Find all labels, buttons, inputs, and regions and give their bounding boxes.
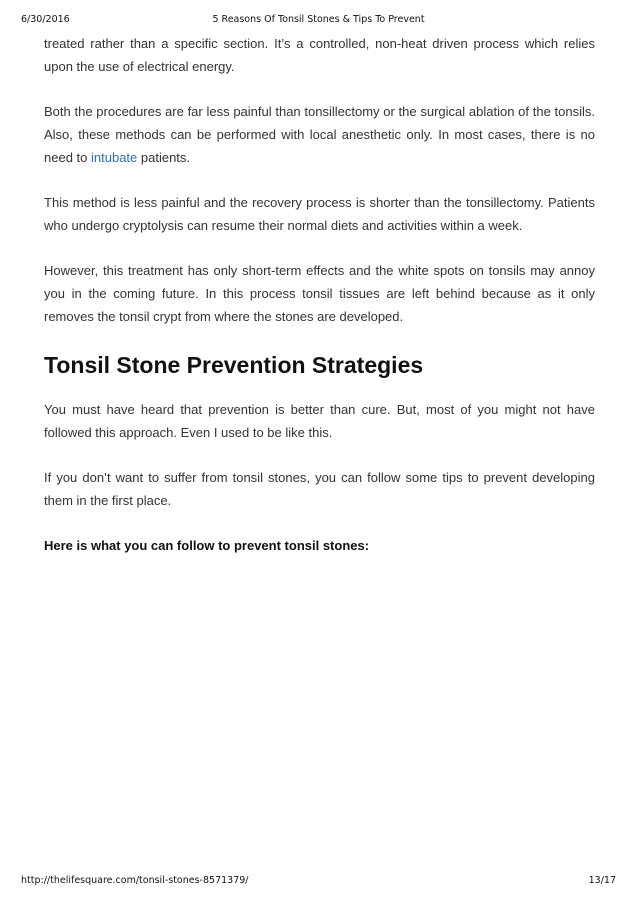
paragraph-procedures-text: Both the procedures are far less painful than tonsillectomy or the surgical ablation of the tonsils. Also, these methods can be performed with local anesthetic only. In most cases, there is no need to	[44, 104, 595, 165]
article-body	[44, 32, 595, 579]
paragraph-prevention: You must have heard that prevention is better than cure. But, most of you might not have followed this approach. Even I used to be like this.	[44, 402, 595, 440]
paragraph-follow-intro: Here is what you can follow to prevent tonsil stones:	[44, 538, 370, 553]
document-title: 5 Reasons Of Tonsil Stones & Tips To Prevent	[212, 14, 425, 25]
paragraph-recovery: This method is less painful and the recovery process is shorter than the tonsillectomy. Patients who undergo cryptolysis can resume their normal diets and activities within a week.	[44, 195, 595, 233]
page-number: 13/17	[588, 875, 616, 886]
paragraph-electrical-energy: treated rather than a specific section. It’s a controlled, non-heat driven process which relies upon the use of electrical energy.	[44, 36, 595, 74]
print-header	[21, 14, 616, 28]
paragraph-procedures-tail: patients.	[137, 150, 191, 165]
page-url: http://thelifesquare.com/tonsil-stones-8571379/	[21, 875, 249, 886]
print-footer	[21, 875, 616, 889]
paragraph-procedures	[44, 100, 595, 169]
paragraph-short-term-effects: However, this treatment has only short-term effects and the white spots on tonsils may annoy you in the coming future. In this process tonsil tissues are left behind because as it only removes the tonsil crypt from where the stones are developed.	[44, 263, 595, 324]
paragraph-tips: If you don’t want to suffer from tonsil stones, you can follow some tips to prevent developing them in the first place.	[44, 470, 595, 508]
print-date: 6/30/2016	[21, 14, 70, 25]
intubate-link[interactable]: intubate	[91, 150, 138, 165]
section-heading: Tonsil Stone Prevention Strategies	[44, 352, 424, 378]
